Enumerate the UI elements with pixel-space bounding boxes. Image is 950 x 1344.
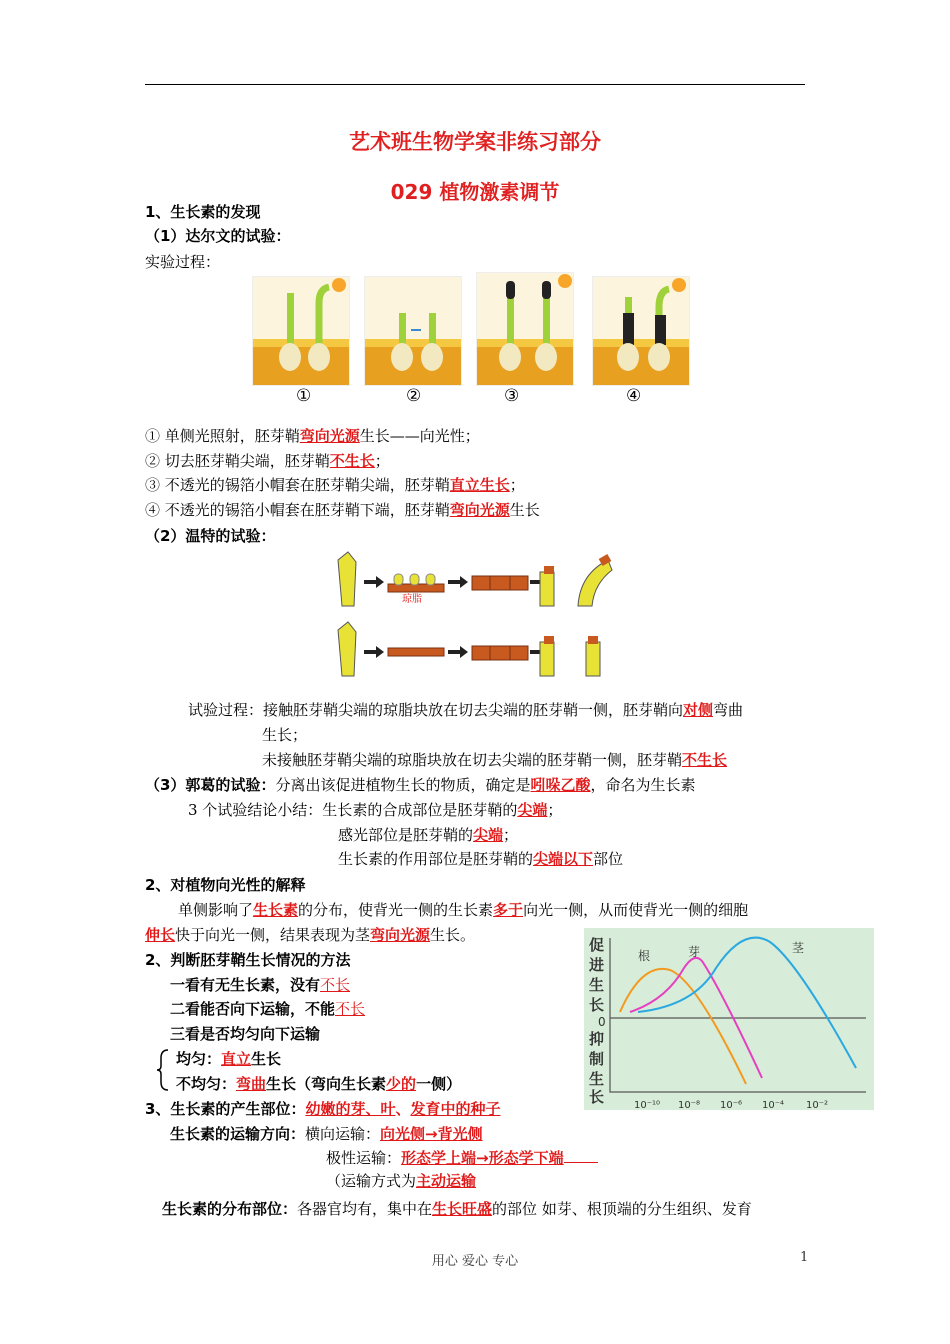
judge-nonuniform-tail: 一侧） bbox=[416, 1075, 462, 1093]
panel-number-2: ② bbox=[406, 386, 422, 406]
sec3-heading bbox=[145, 1099, 501, 1119]
label-bud: 芽 bbox=[688, 945, 701, 959]
guo-tail: ，命名为生长素 bbox=[590, 776, 696, 794]
sec2-answer-b: 生长素 bbox=[253, 901, 299, 919]
transport-h-answer: 向光侧→背光侧 bbox=[380, 1125, 483, 1143]
brace-icon bbox=[156, 1048, 170, 1092]
agar-label: 琼脂 bbox=[402, 594, 422, 605]
label-root: 根 bbox=[638, 949, 651, 963]
conclusion-2 bbox=[338, 825, 518, 845]
result-4 bbox=[145, 500, 540, 520]
darwin-panel-3 bbox=[476, 272, 574, 386]
judge-uniform-tail: 生长 bbox=[251, 1050, 282, 1068]
footer-text: 用心 爱心 专心 bbox=[431, 1254, 519, 1269]
result-2-answer: 不生长 bbox=[329, 452, 375, 470]
guo-line bbox=[145, 775, 696, 795]
conclusion-1-answer: 尖端 bbox=[517, 801, 548, 819]
tick-3: 10⁻⁶ bbox=[720, 1100, 743, 1110]
result-3-tail: ； bbox=[509, 476, 525, 494]
went-diagram bbox=[330, 548, 622, 684]
y-char-1: 促 bbox=[589, 936, 605, 954]
tick-5: 10⁻² bbox=[806, 1100, 829, 1110]
sec2-answer-h: 弯向光源 bbox=[370, 926, 431, 944]
result-3-answer: 直立生长 bbox=[449, 476, 510, 494]
judge-1-text: 一看有无生长素，没有 bbox=[170, 976, 321, 994]
transport-polar bbox=[326, 1148, 598, 1168]
went-heading: （2）温特的试验： bbox=[145, 527, 276, 545]
result-2-tail: ； bbox=[374, 452, 390, 470]
result-3 bbox=[145, 475, 525, 495]
blank-underline bbox=[564, 1148, 598, 1163]
judge-2-answer: 不长 bbox=[335, 1000, 366, 1018]
transport-horizontal bbox=[170, 1124, 483, 1144]
went-process-1 bbox=[188, 700, 743, 720]
judge-uniform-text: 均匀： bbox=[176, 1050, 222, 1068]
went-process-1-cont: 生长； bbox=[262, 726, 308, 744]
page-subtitle: 029 植物激素调节 bbox=[390, 180, 560, 204]
judge-nonuniform bbox=[176, 1074, 461, 1094]
sec2-text-i: 生长。 bbox=[430, 926, 476, 944]
darwin-illustration-4 bbox=[593, 277, 689, 385]
y-char-2: 进 bbox=[589, 956, 605, 974]
conclusion-1-text: 3 个试验结论小结：生长素的合成部位是胚芽鞘的 bbox=[188, 801, 518, 819]
transport-label: 生长素的运输方向： bbox=[170, 1125, 306, 1143]
sec1-heading: 1、生长素的发现 bbox=[145, 203, 261, 221]
auxin-concentration-figure bbox=[584, 928, 874, 1110]
sec2-para-line2 bbox=[145, 925, 475, 945]
transport-p-label: 极性运输： bbox=[326, 1149, 402, 1167]
judge-nonuniform-mid: 生长（弯向生长素 bbox=[266, 1075, 387, 1093]
guo-text: 分离出该促进植物生长的物质，确定是 bbox=[275, 776, 531, 794]
judge-3: 三看是否均匀向下运输 bbox=[170, 1025, 321, 1043]
y-char-4: 长 bbox=[589, 996, 605, 1014]
result-3-text: ③ 不透光的锡箔小帽套在胚芽鞘尖端，胚芽鞘 bbox=[145, 476, 450, 494]
darwin-illustration-3 bbox=[477, 273, 573, 385]
sec2-text-e: 向光一侧，从而使背光一侧的细胞 bbox=[523, 901, 749, 919]
sec3-answer-1: 幼嫩的芽、叶 bbox=[305, 1100, 396, 1118]
label-stem: 茎 bbox=[792, 941, 805, 955]
judge-2 bbox=[170, 999, 365, 1019]
conclusion-1-tail: ； bbox=[547, 801, 563, 819]
distribution-answer: 生长旺盛 bbox=[432, 1200, 493, 1218]
tick-1: 10⁻¹⁰ bbox=[634, 1100, 661, 1110]
conclusion-3-text: 生长素的作用部位是胚芽鞘的 bbox=[338, 850, 534, 868]
y-char-3: 生 bbox=[589, 976, 605, 994]
went-process-1-answer: 对侧 bbox=[683, 701, 714, 719]
sec2-text-g: 快于向光一侧，结果表现为茎 bbox=[175, 926, 371, 944]
distribution-text: 各器官均有，集中在 bbox=[297, 1200, 433, 1218]
conclusion-2-tail: ； bbox=[503, 826, 519, 844]
sec2-answer-d: 多于 bbox=[493, 901, 524, 919]
conclusion-3 bbox=[338, 849, 623, 869]
transport-p-answer: 形态学上端→形态学下端 bbox=[401, 1149, 564, 1167]
sec2-heading: 2、对植物向光性的解释 bbox=[145, 876, 306, 894]
distribution-line bbox=[162, 1199, 752, 1219]
judge-nonuniform-text: 不均匀： bbox=[176, 1075, 237, 1093]
panel-number-1: ① bbox=[296, 386, 312, 406]
conclusion-3-answer: 尖端以下 bbox=[533, 850, 594, 868]
sec2b-heading: 2、判断胚芽鞘生长情况的方法 bbox=[145, 951, 351, 969]
darwin-panel-2 bbox=[364, 276, 462, 386]
result-2 bbox=[145, 451, 390, 471]
darwin-panel-1 bbox=[252, 276, 350, 386]
went-process-2-text: 未接触胚芽鞘尖端的琼脂块放在切去尖端的胚芽鞘一侧，胚芽鞘 bbox=[262, 751, 683, 769]
guo-heading: （3）郭葛的试验： bbox=[145, 776, 276, 794]
panel-number-3: ③ bbox=[504, 386, 520, 406]
y-char-7: 生 bbox=[589, 1070, 605, 1088]
sec3-sep: 、 bbox=[395, 1100, 411, 1118]
judge-nonuniform-answer-2: 少的 bbox=[386, 1075, 417, 1093]
transport-mode-text: （运输方式为 bbox=[326, 1172, 417, 1190]
sec2-answer-f: 伸长 bbox=[145, 926, 176, 944]
result-4-text: ④ 不透光的锡箔小帽套在胚芽鞘下端，胚芽鞘 bbox=[145, 501, 450, 519]
result-4-tail: 生长 bbox=[509, 501, 540, 519]
conclusion-2-answer: 尖端 bbox=[473, 826, 504, 844]
judge-2-text: 二看能否向下运输，不能 bbox=[170, 1000, 336, 1018]
judge-uniform-answer: 直立 bbox=[221, 1050, 252, 1068]
y-char-8: 长 bbox=[589, 1088, 605, 1106]
y-char-6: 制 bbox=[589, 1050, 605, 1068]
darwin-illustration-1 bbox=[253, 277, 349, 385]
tick-4: 10⁻⁴ bbox=[762, 1100, 785, 1110]
top-rule bbox=[145, 84, 805, 85]
page-number: 1 bbox=[800, 1250, 809, 1265]
result-1 bbox=[145, 426, 480, 446]
sec3-answer-2: 发育中的种子 bbox=[410, 1100, 501, 1118]
guo-answer: 吲哚乙酸 bbox=[530, 776, 591, 794]
result-4-answer: 弯向光源 bbox=[449, 501, 510, 519]
transport-h-label: 横向运输： bbox=[305, 1125, 381, 1143]
sec2-text-a: 单侧影响了 bbox=[178, 901, 254, 919]
sec2-para-line1 bbox=[178, 900, 748, 920]
y-char-5: 抑 bbox=[589, 1030, 605, 1048]
darwin-heading: （1）达尔文的试验： bbox=[145, 227, 291, 245]
zero-label: 0 bbox=[598, 1015, 606, 1029]
transport-mode-answer: 主动运输 bbox=[416, 1172, 477, 1190]
figure-background bbox=[584, 928, 874, 1110]
conclusion-1 bbox=[188, 800, 562, 820]
result-1-tail: 生长——向光性； bbox=[359, 427, 480, 445]
distribution-label: 生长素的分布部位： bbox=[162, 1200, 298, 1218]
sec2-text-c: 的分布，使背光一侧的生长素 bbox=[298, 901, 494, 919]
panel-number-4: ④ bbox=[626, 386, 642, 406]
judge-1-answer: 不长 bbox=[320, 976, 351, 994]
judge-nonuniform-answer: 弯曲 bbox=[236, 1075, 267, 1093]
distribution-tail: 的部位 如芽、根顶端的分生组织、发育 bbox=[492, 1200, 752, 1218]
result-1-answer: 弯向光源 bbox=[299, 427, 360, 445]
result-2-text: ② 切去胚芽鞘尖端，胚芽鞘 bbox=[145, 452, 330, 470]
result-1-text: ① 单侧光照射，胚芽鞘 bbox=[145, 427, 300, 445]
tick-2: 10⁻⁸ bbox=[678, 1100, 701, 1110]
went-process-1-text: 试验过程：接触胚芽鞘尖端的琼脂块放在切去尖端的胚芽鞘一侧，胚芽鞘向 bbox=[188, 701, 684, 719]
process-label: 实验过程： bbox=[145, 253, 221, 271]
conclusion-3-tail: 部位 bbox=[593, 850, 624, 868]
went-process-2-answer: 不生长 bbox=[682, 751, 728, 769]
sec3-heading-text: 3、生长素的产生部位： bbox=[145, 1100, 306, 1118]
went-process-2 bbox=[262, 750, 727, 770]
conclusion-2-text: 感光部位是胚芽鞘的 bbox=[338, 826, 474, 844]
went-process-1-tail: 弯曲 bbox=[713, 701, 744, 719]
judge-uniform bbox=[176, 1049, 281, 1069]
judge-1 bbox=[170, 975, 350, 995]
transport-mode bbox=[326, 1171, 476, 1191]
darwin-panel-4 bbox=[592, 276, 690, 386]
darwin-illustration-2 bbox=[365, 277, 461, 385]
page-title: 艺术班生物学案非练习部分 bbox=[349, 130, 601, 154]
